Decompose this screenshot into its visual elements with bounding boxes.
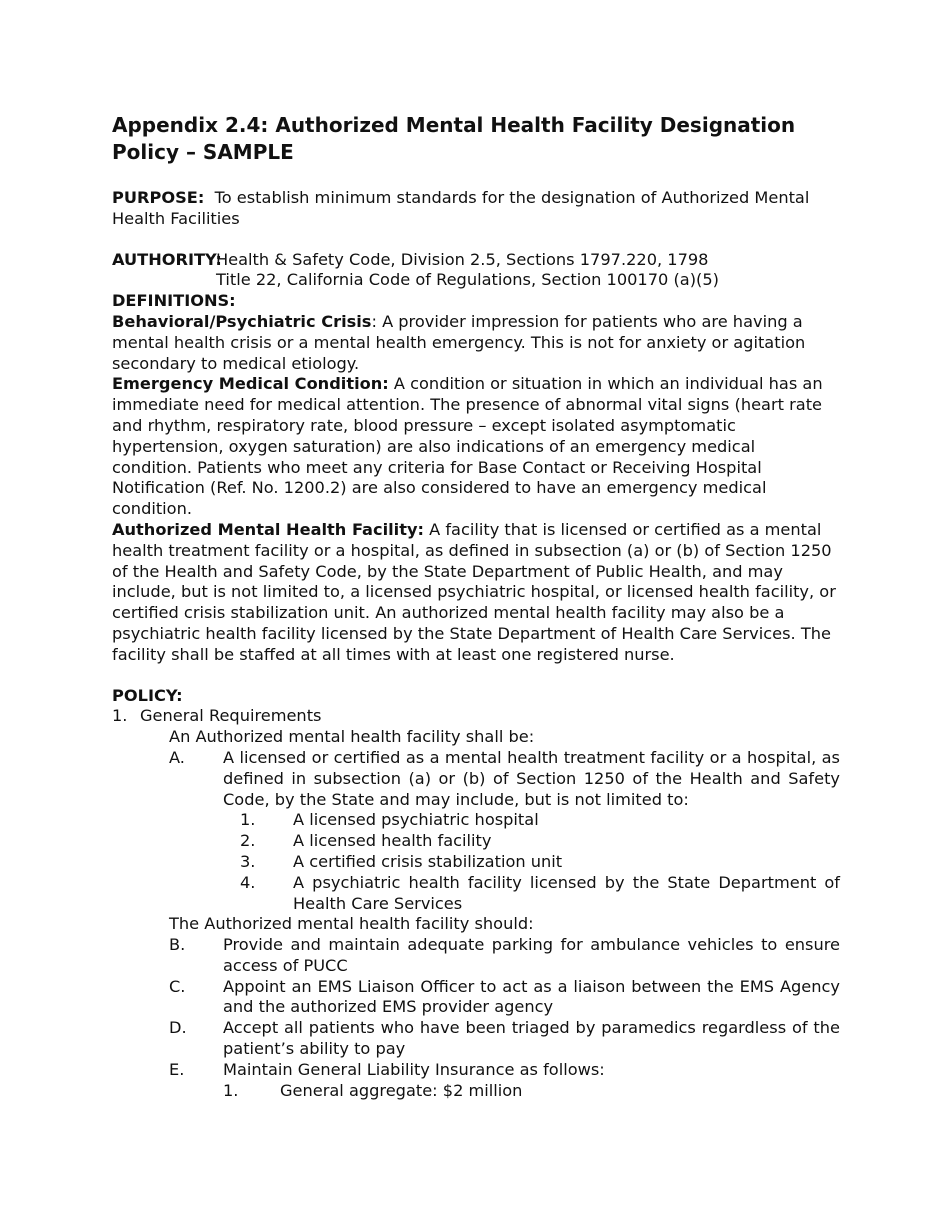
page-title: Appendix 2.4: Authorized Mental Health Facility Designation Policy – SAMPLE [112,113,796,164]
document-page [112,112,840,1101]
definition-authorized-facility [112,520,840,666]
definition-text: A condition or situation in which an individual has an immediate need for medical attention. The presence of abnormal vital signs (heart rate and rhythm, respiratory rate, blood pressure – except isolated asymptomatic hypertension, oxygen saturation) are also indications of an emergency medical condition. Patients who meet any criteria for Base Contact or Receiving Hospital Notification (Ref. No. 1200.2) are also considered to have an emergency medical condition. [112,374,823,519]
definition-term: Behavioral/Psychiatric Crisis [112,311,372,331]
list-item: 1. A licensed psychiatric hospital [240,810,539,830]
item-letter: D. [169,1018,187,1038]
definition-term: Emergency Medical Condition: [112,374,389,394]
authority-line-2: Title 22, California Code of Regulations, Section 100170 (a)(5) [216,270,719,290]
definition-text: A provider impression for patients who are having a mental health crisis or a mental health emergency. This is not for anxiety or agitation secondary to medical etiology. [112,311,806,373]
purpose-paragraph [112,188,840,230]
list-item: 3. A certified crisis stabilization unit [240,851,563,871]
item-letter: C. [169,976,186,996]
insurance-item: 1. General aggregate: $2 million [223,1080,523,1100]
policy-item-d [169,1018,840,1060]
list-item: 2. A licensed health facility [240,831,492,851]
section-number: 1. [112,706,128,726]
item-text: Maintain General Liability Insurance as follows: [223,1059,605,1079]
item-letter: A. [169,747,185,767]
list-item: 4. A psychiatric health facility licensed by the State Department of Health Care Services [240,872,840,913]
intro-shall: An Authorized mental health facility shall be: [169,727,535,747]
definitions-label: DEFINITIONS: [112,291,236,311]
purpose-text: To establish minimum standards for the designation of Authorized Mental Health Facilities [112,188,810,228]
policy-label: POLICY: [112,685,183,705]
policy-item-c [169,977,840,1019]
policy-item-e [169,1060,840,1081]
item-text: A licensed or certified as a mental health treatment facility or a hospital, as defined in subsection (a) or (b) of Section 1250 of the Health and Safety Code, by the State and may include, but is not limited to: [223,747,840,809]
definition-emergency-condition [112,374,840,520]
authority-label: AUTHORITY: [112,249,222,269]
purpose-label: PURPOSE: [112,188,205,207]
item-text: Appoint an EMS Liaison Officer to act as a liaison between the EMS Agency and the authorized EMS provider agency [223,976,840,1017]
policy-item-b [169,935,840,977]
authority-line-1: Health & Safety Code, Division 2.5, Sections 1797.220, 1798 [216,249,709,269]
definition-term: Authorized Mental Health Facility: [112,519,424,539]
authority-block [112,250,840,271]
item-letter: B. [169,935,186,955]
definition-text: A facility that is licensed or certified as a mental health treatment facility or a hospital, as defined in subsection (a) or (b) of Section 1250 of the Health and Safety Code, by the State Department of Public Health, and may include, but is not limited to, a licensed psychiatric hospital, or licensed health facility, or certified crisis stabilization unit. An authorized mental health facility may also be a psychiatric health facility licensed by the State Department of Health Care Services. The facility shall be staffed at all times with at least one registered nurse. [112,519,836,664]
item-text: Accept all patients who have been triaged by paramedics regardless of the patient’s ability to pay [223,1018,840,1059]
policy-item-a [169,748,840,810]
item-text: Provide and maintain adequate parking for ambulance vehicles to ensure access of PUCC [223,935,840,975]
section-title: General Requirements [140,706,322,726]
intro-should: The Authorized mental health facility should: [169,914,534,934]
policy-section-1 [112,706,840,727]
definition-behavioral-crisis: Behavioral/Psychiatric Crisis: A provider impression for patients who are having a mental health crisis or a mental health emergency. This is not for anxiety or agitation secondary to medical etiology. [112,311,806,373]
item-letter: E. [169,1059,185,1079]
